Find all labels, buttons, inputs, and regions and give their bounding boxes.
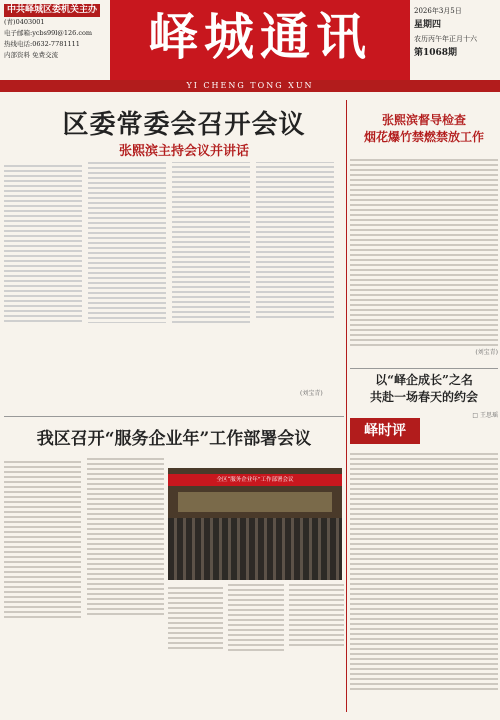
newspaper-pinyin: YI CHENG TONG XUN [0, 80, 500, 92]
lead-subheadline: 张熙滨主持会议并讲话 [118, 144, 249, 159]
issue-number: 第1068期 [414, 48, 458, 58]
lead-article-body [4, 162, 334, 404]
email: 电子邮箱:ycbs99l@126.com [4, 29, 93, 37]
masthead-left-info [4, 4, 110, 61]
photo-stage [178, 492, 332, 512]
side-headline-2-line2: 共赴一场春天的约会 [369, 390, 478, 404]
circulation-note: 内部资料 免费交流 [4, 51, 59, 59]
publisher-name: 中共峄城区委机关主办 [4, 4, 100, 17]
section-rule [350, 368, 498, 369]
masthead-banner [110, 0, 410, 80]
lunar-date: 农历丙午年正月十六 [414, 35, 477, 43]
side-headline-1 [350, 112, 498, 146]
side-headline-1-line1: 张熙滨督导检查 [381, 113, 466, 127]
article-2-body-right [168, 584, 344, 714]
side-headline-1-line2: 烟花爆竹禁燃禁放工作 [363, 130, 484, 144]
masthead [0, 0, 500, 92]
hotline: 热线电话:0632-7781111 [4, 40, 80, 48]
article-2-body-left [4, 458, 164, 714]
photo-banner-text: 全区“服务企业年”工作部署会议 [168, 474, 342, 486]
masthead-right-info [414, 4, 498, 60]
photo-audience [168, 518, 342, 580]
side-headline-2-line1: 以“峄企成长”之名 [375, 373, 473, 387]
side-article-1-author-tag: (刘宝青) [475, 349, 498, 356]
lead-author-tag: (刘宝青) [300, 390, 323, 397]
side-article-2-author: □ 王思瑶 [472, 412, 498, 419]
side-headline-2 [350, 372, 498, 406]
column-divider [346, 100, 347, 712]
meeting-photo [168, 468, 342, 580]
side-article-1-body [350, 156, 498, 366]
newspaper-title: 峄城通讯 [148, 7, 372, 66]
section-rule [4, 416, 344, 417]
publication-number: (青)0403001 [4, 18, 45, 26]
column-label: 峄时评 [350, 418, 420, 444]
article-2-headline: 我区召开“服务企业年”工作部署会议 [36, 429, 312, 449]
issue-date: 2026年3月5日 [414, 7, 462, 15]
column-article-body [350, 450, 498, 712]
weekday: 星期四 [414, 20, 442, 30]
lead-headline: 区委常委会召开会议 [62, 110, 306, 140]
